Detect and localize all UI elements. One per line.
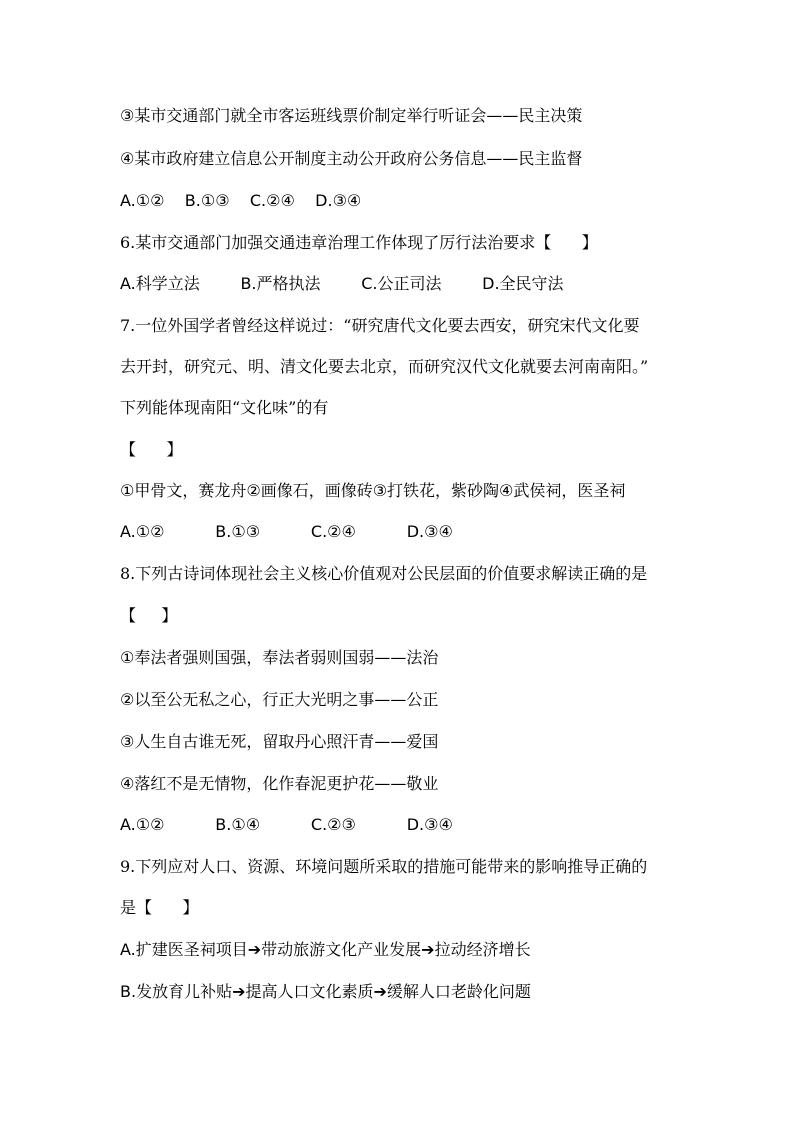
question-8-answer-choices: A.①② B.①④ C.②③ D.③④: [120, 815, 453, 834]
option-3-statement: ③某市交通部门就全市客运班线票价制定举行听证会——民主决策: [120, 106, 583, 125]
question-8-option-3: ③人生自古谁无死，留取丹心照汗青——爱国: [120, 732, 439, 751]
question-7-stem-line-1: 7.一位外国学者曾经这样说过：“研究唐代文化要去西安，研究宋代文化要: [120, 316, 640, 335]
question-6-answer-choices: A.科学立法 B.严格执法 C.公正司法 D.全民守法: [120, 274, 564, 293]
question-8-option-2: ②以至公无私之心，行正大光明之事——公正: [120, 690, 439, 709]
question-8-option-4: ④落红不是无情物，化作春泥更护花——敬业: [120, 774, 439, 793]
question-9-stem-line-2: 是【 】: [120, 898, 199, 917]
question-8-answer-bracket: 【 】: [120, 606, 178, 625]
question-8-option-1: ①奉法者强则国强，奉法者弱则国弱——法治: [120, 648, 439, 667]
question-5-answer-choices: A.①② B.①③ C.②④ D.③④: [120, 191, 362, 210]
question-9-choice-a: A.扩建医圣祠项目➔带动旅游文化产业发展➔拉动经济增长: [120, 940, 531, 959]
option-4-statement: ④某市政府建立信息公开制度主动公开政府公务信息——民主监督: [120, 149, 583, 168]
question-7-answer-bracket: 【 】: [120, 440, 183, 459]
question-9-choice-b: B.发放育儿补贴➔提高人口文化素质➔缓解人口老龄化问题: [120, 982, 531, 1001]
question-7-options: ①甲骨文，赛龙舟②画像石，画像砖③打铁花，紫砂陶④武侯祠，医圣祠: [120, 481, 626, 500]
question-7-stem-line-2: 去开封，研究元、明、清文化要去北京，而研究汉代文化就要去河南南阳。”: [120, 357, 649, 376]
question-6-stem: 6.某市交通部门加强交通违章治理工作体现了厉行法治要求【 】: [120, 233, 598, 252]
question-7-answer-choices: A.①② B.①③ C.②④ D.③④: [120, 522, 453, 541]
question-8-stem: 8.下列古诗词体现社会主义核心价值观对公民层面的价值要求解读正确的是: [120, 564, 648, 583]
question-7-stem-line-3: 下列能体现南阳“文化味”的有: [120, 398, 329, 417]
question-9-stem-line-1: 9.下列应对人口、资源、环境问题所采取的措施可能带来的影响推导正确的: [120, 857, 648, 876]
